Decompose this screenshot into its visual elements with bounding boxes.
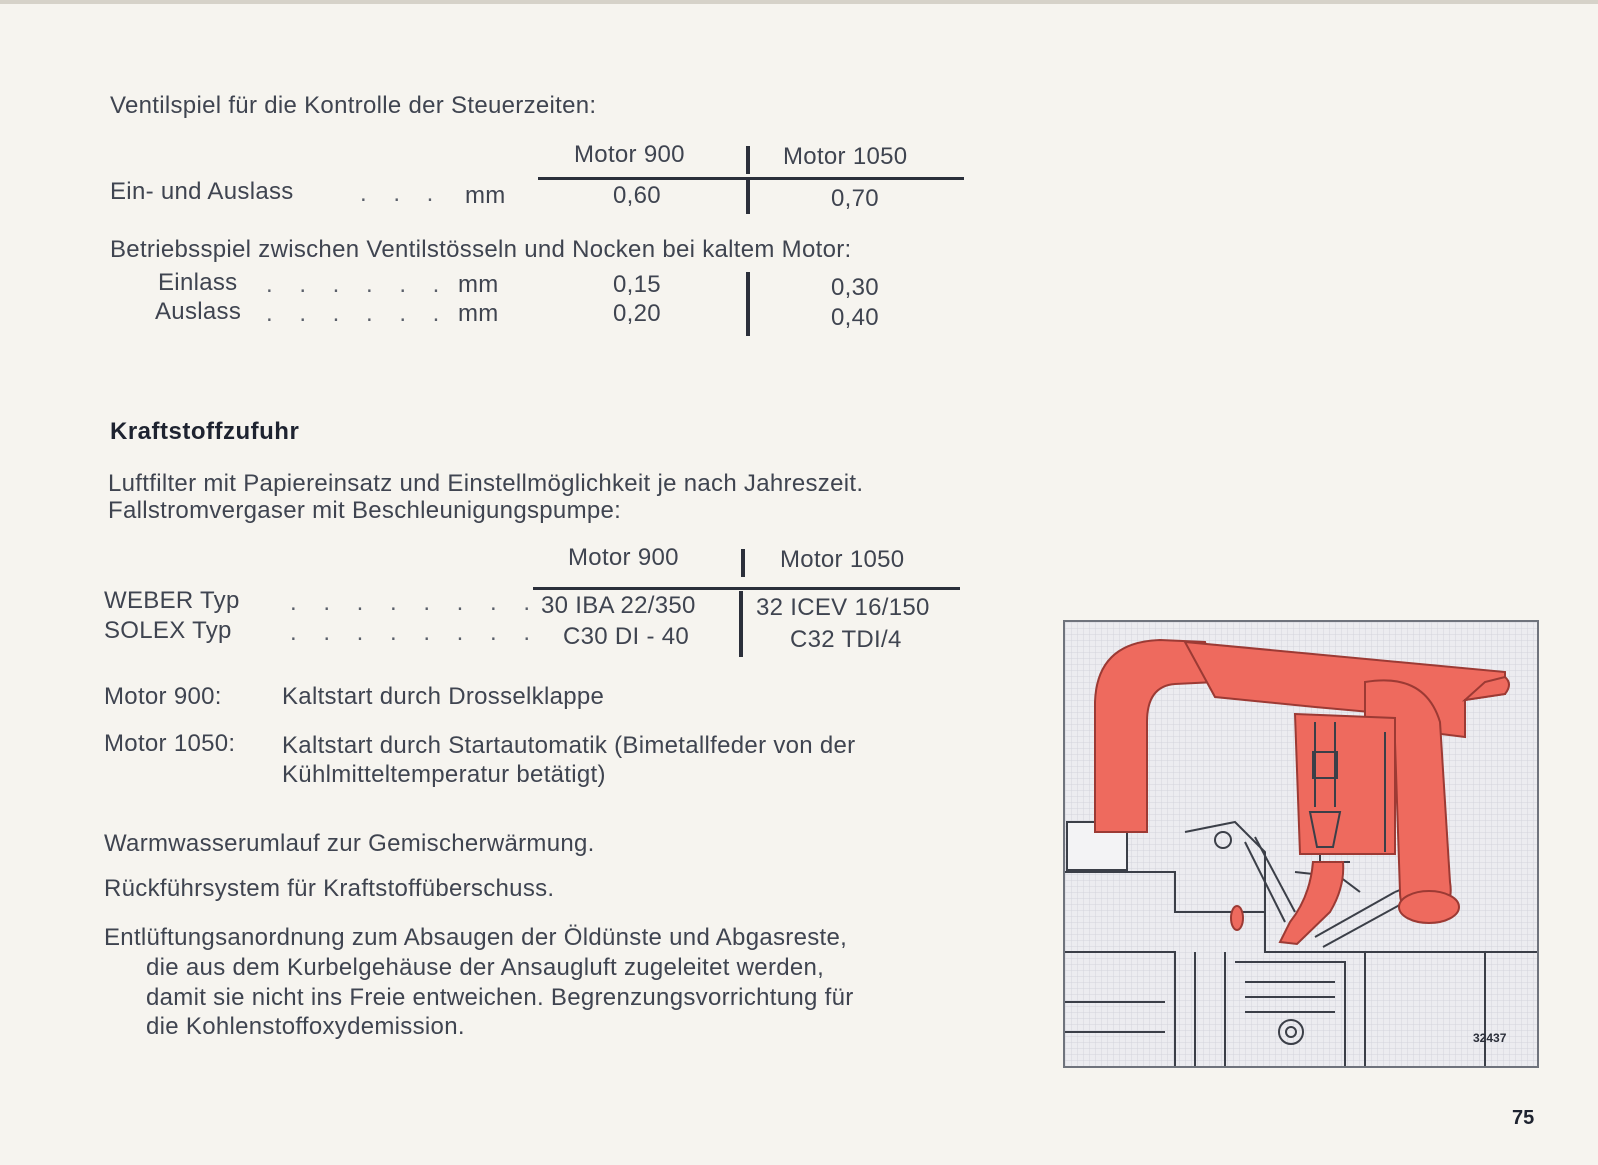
operating-row-label: Einlass <box>158 269 238 296</box>
operating-row-dots: . . . . . . <box>266 271 450 298</box>
valve-header-rule <box>538 177 964 180</box>
valve-row-label: Ein- und Auslass <box>110 178 294 205</box>
carb-header-rule <box>533 587 960 590</box>
vent-line4: die Kohlenstoffoxydemission. <box>146 1013 465 1040</box>
motor1050-label: Motor 1050: <box>104 730 236 757</box>
carb-col-1050: Motor 1050 <box>780 546 905 573</box>
operating-row-unit: mm <box>458 271 499 298</box>
fuel-heading: Kraftstoffzufuhr <box>110 418 300 445</box>
engine-intake-diagram <box>1063 620 1539 1068</box>
fuel-line2: Fallstromvergaser mit Beschleunigungspumpe: <box>108 497 622 524</box>
engine-diagram-svg <box>1065 622 1537 1066</box>
valve-row-divider <box>746 180 750 214</box>
operating-row-label: Auslass <box>155 298 242 325</box>
valve-col-900: Motor 900 <box>574 141 685 168</box>
carb-row-dots: . . . . . . . . <box>290 619 541 646</box>
vent-line2: die aus dem Kurbelgehäuse der Ansaugluft zugeleitet werden, <box>146 954 825 981</box>
motor900-text: Kaltstart durch Drosselklappe <box>282 683 605 710</box>
motor900-label: Motor 900: <box>104 683 222 710</box>
carb-divider <box>739 591 743 657</box>
operating-row-v2: 0,40 <box>831 304 879 331</box>
figure-number: 32437 <box>1473 1031 1507 1045</box>
valve-row-v1: 0,60 <box>613 182 661 209</box>
carb-col-900: Motor 900 <box>568 544 679 571</box>
carb-row-label: SOLEX Typ <box>104 617 232 644</box>
carb-row-v1: 30 IBA 22/350 <box>541 592 696 619</box>
warm-water-text: Warmwasserumlauf zur Gemischerwärmung. <box>104 830 595 857</box>
motor1050-text2: Kühlmitteltemperatur betätigt) <box>282 761 606 788</box>
operating-intro: Betriebsspiel zwischen Ventilstösseln und Nocken bei kaltem Motor: <box>110 236 852 263</box>
page-top-edge <box>0 0 1598 4</box>
operating-divider <box>746 272 750 336</box>
operating-row-v1: 0,15 <box>613 271 661 298</box>
page-number: 75 <box>1512 1107 1535 1129</box>
operating-row-v1: 0,20 <box>613 300 661 327</box>
valve-col-1050: Motor 1050 <box>783 143 908 170</box>
valve-intro: Ventilspiel für die Kontrolle der Steuerzeiten: <box>110 92 597 119</box>
carb-row-dots: . . . . . . . . <box>290 589 541 616</box>
vent-line1: Entlüftungsanordnung zum Absaugen der Öldünste und Abgasreste, <box>104 924 848 951</box>
motor1050-text1: Kaltstart durch Startautomatik (Bimetallfeder von der <box>282 732 856 759</box>
carb-row-v2: 32 ICEV 16/150 <box>756 594 930 621</box>
valve-row-v2: 0,70 <box>831 185 879 212</box>
carb-row-v2: C32 TDI/4 <box>790 626 902 653</box>
carb-row-v1: C30 DI - 40 <box>563 623 690 650</box>
carb-header-divider <box>741 549 745 577</box>
valve-row-dots: . . . <box>360 180 444 207</box>
valve-row-unit: mm <box>465 182 506 209</box>
operating-row-unit: mm <box>458 300 499 327</box>
return-system-text: Rückführsystem für Kraftstoffüberschuss. <box>104 875 555 902</box>
carb-row-label: WEBER Typ <box>104 587 240 614</box>
valve-header-divider <box>746 146 750 174</box>
operating-row-dots: . . . . . . <box>266 300 450 327</box>
vent-line3: damit sie nicht ins Freie entweichen. Begrenzungsvorrichtung für <box>146 984 854 1011</box>
operating-row-v2: 0,30 <box>831 274 879 301</box>
fuel-line1: Luftfilter mit Papiereinsatz und Einstellmöglichkeit je nach Jahreszeit. <box>108 470 864 497</box>
